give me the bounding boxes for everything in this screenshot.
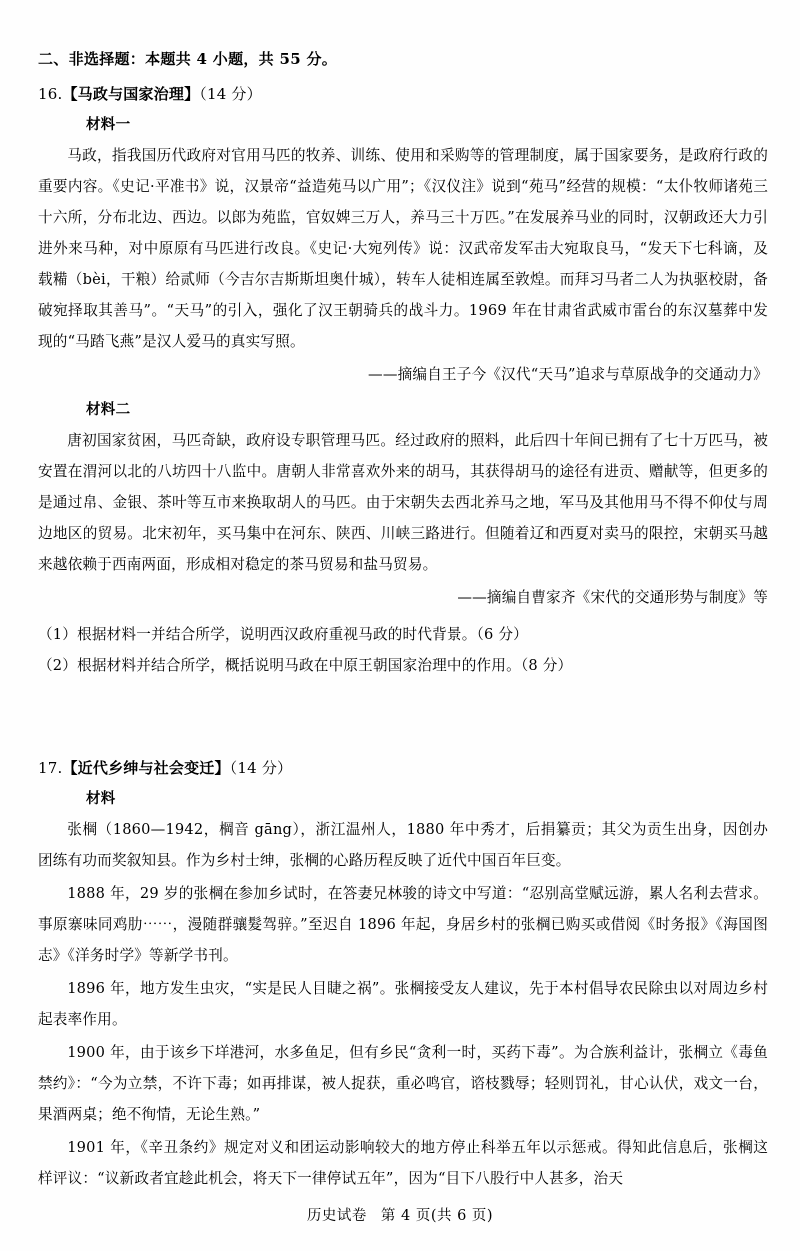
section-heading: 二、非选择题：本题共 4 小题，共 55 分。 [38,50,338,68]
question-16-sub-2: （2）根据材料并结合所学，概括说明马政在中原王朝国家治理中的作用。（8 分） [38,657,573,674]
question-16-number: 16. [38,85,63,103]
material-two-source: ——摘编自曹家齐《宋代的交通形势与制度》等 [457,589,768,606]
footer-page-label: 第 4 页(共 6 页) [380,1208,494,1224]
question-17-paragraph: 张棡（1860—1942，棡音 gāng），浙江温州人，1880 年中秀才，后捐纂贡；其父为贡生出身，因创办团练有功而奖叙知县。作为乡村士绅，张棡的心路历程反映了近代中国百年巨变。 [38,821,768,869]
question-17-paragraph: 1900 年，由于该乡下垟港河，水多鱼足，但有乡民“贪利一时，买药下毒”。为合族利益计，张棡立《毒鱼禁约》：“今为立禁，不许下毒；如再排谋，被人捉获，重必鸣官，谘枝戮辱；轻则罚礼，甘心认伏，戏文一台，果酒两桌；绝不徇情，无论生熟。” [38,1044,768,1123]
question-16 [38,83,768,681]
question-17-score: （14 分） [229,759,293,777]
spacer [38,681,768,755]
question-17-number: 17. [38,759,63,777]
material-one-text: 马政，指我国历代政府对官用马匹的牧养、训练、使用和采购等的管理制度，属于国家要务，是政府行政的重要内容。《史记·平准书》说，汉景帝“益造苑马以广用”；《汉仪注》说到“苑马”经营的规模：“太仆牧师诸苑三十六所，分布北边、西边。以郎为苑监，官奴婢三万人，养马三十万匹。”在发展养马业的同时，汉朝政还大力引进外来马种，对中原原有马匹进行改良。《史记·大宛列传》说：汉武帝发军击大宛取良马，“发天下七科谪，及载糒（bèi，干粮）给贰师（今吉尔吉斯斯坦奥什城），转车人徒相连属至敦煌。而拜习马者二人为执驱校尉，备破宛择取其善马”。“天马”的引入，强化了汉王朝骑兵的战斗力。1969 年在甘肃省武威市雷台的东汉墓葬中发现的“马踏飞燕”是汉人爱马的真实写照。 [38,147,768,350]
footer-exam-name: 历史试卷 [306,1208,367,1224]
question-16-title: 【马政与国家治理】 [62,85,200,103]
question-17-paragraph: 1896 年，地方发生虫灾，“实是民人目睫之祸”。张棡接受友人建议，先于本村倡导农民除虫以对周边乡村起表率作用。 [38,980,768,1028]
question-16-score: （14 分） [199,85,262,103]
question-17-paragraph: 1888 年，29 岁的张棡在参加乡试时，在答妻兄林骏的诗文中写道：“忍别高堂赋远游，累人名利去营求。事原寨味同鸡肋⋯⋯，漫随群骧髮驾骍。”至迟自 1896 年起，身居乡村的张棡已购买或借阅《时务报》《海国图志》《洋务时学》等新学书刊。 [38,885,768,964]
question-16-heading [38,83,768,104]
page-content [38,48,768,1196]
material-one-label: 材料一 [86,116,131,133]
material-two-label: 材料二 [86,401,131,418]
material-two-text: 唐初国家贫困，马匹奇缺，政府设专职管理马匹。经过政府的照料，此后四十年间已拥有了七十万匹马，被安置在渭河以北的八坊四十八监中。唐朝人非常喜欢外来的胡马，其获得胡马的途径有进贡、赠献等，但更多的是通过帛、金银、茶叶等互市来换取胡人的马匹。由于宋朝失去西北养马之地，军马及其他用马不得不仰仗与周边地区的贸易。北宋初年，买马集中在河东、陕西、川峡三路进行。但随着辽和西夏对卖马的限控，宋朝买马越来越依赖于西南两面，形成相对稳定的茶马贸易和盐马贸易。 [38,432,768,573]
question-17-title: 【近代乡绅与社会变迁】 [62,759,230,777]
page-footer [0,1204,800,1225]
question-17-paragraph: 1901 年，《辛丑条约》规定对义和团运动影响较大的地方停止科举五年以示惩戒。得知此信息后，张棡这样评议：“议新政者宜趁此机会，将天下一律停试五年”，因为“目下八股行中人甚多，治天 [38,1139,768,1187]
material-one-source: ——摘编自王子今《汉代“天马”追求与草原战争的交通动力》 [368,366,768,383]
question-17-heading [38,757,768,778]
material-label: 材料 [86,790,116,807]
question-16-sub-1: （1）根据材料一并结合所学，说明西汉政府重视马政的时代背景。（6 分） [38,626,528,643]
question-17 [38,757,768,1194]
